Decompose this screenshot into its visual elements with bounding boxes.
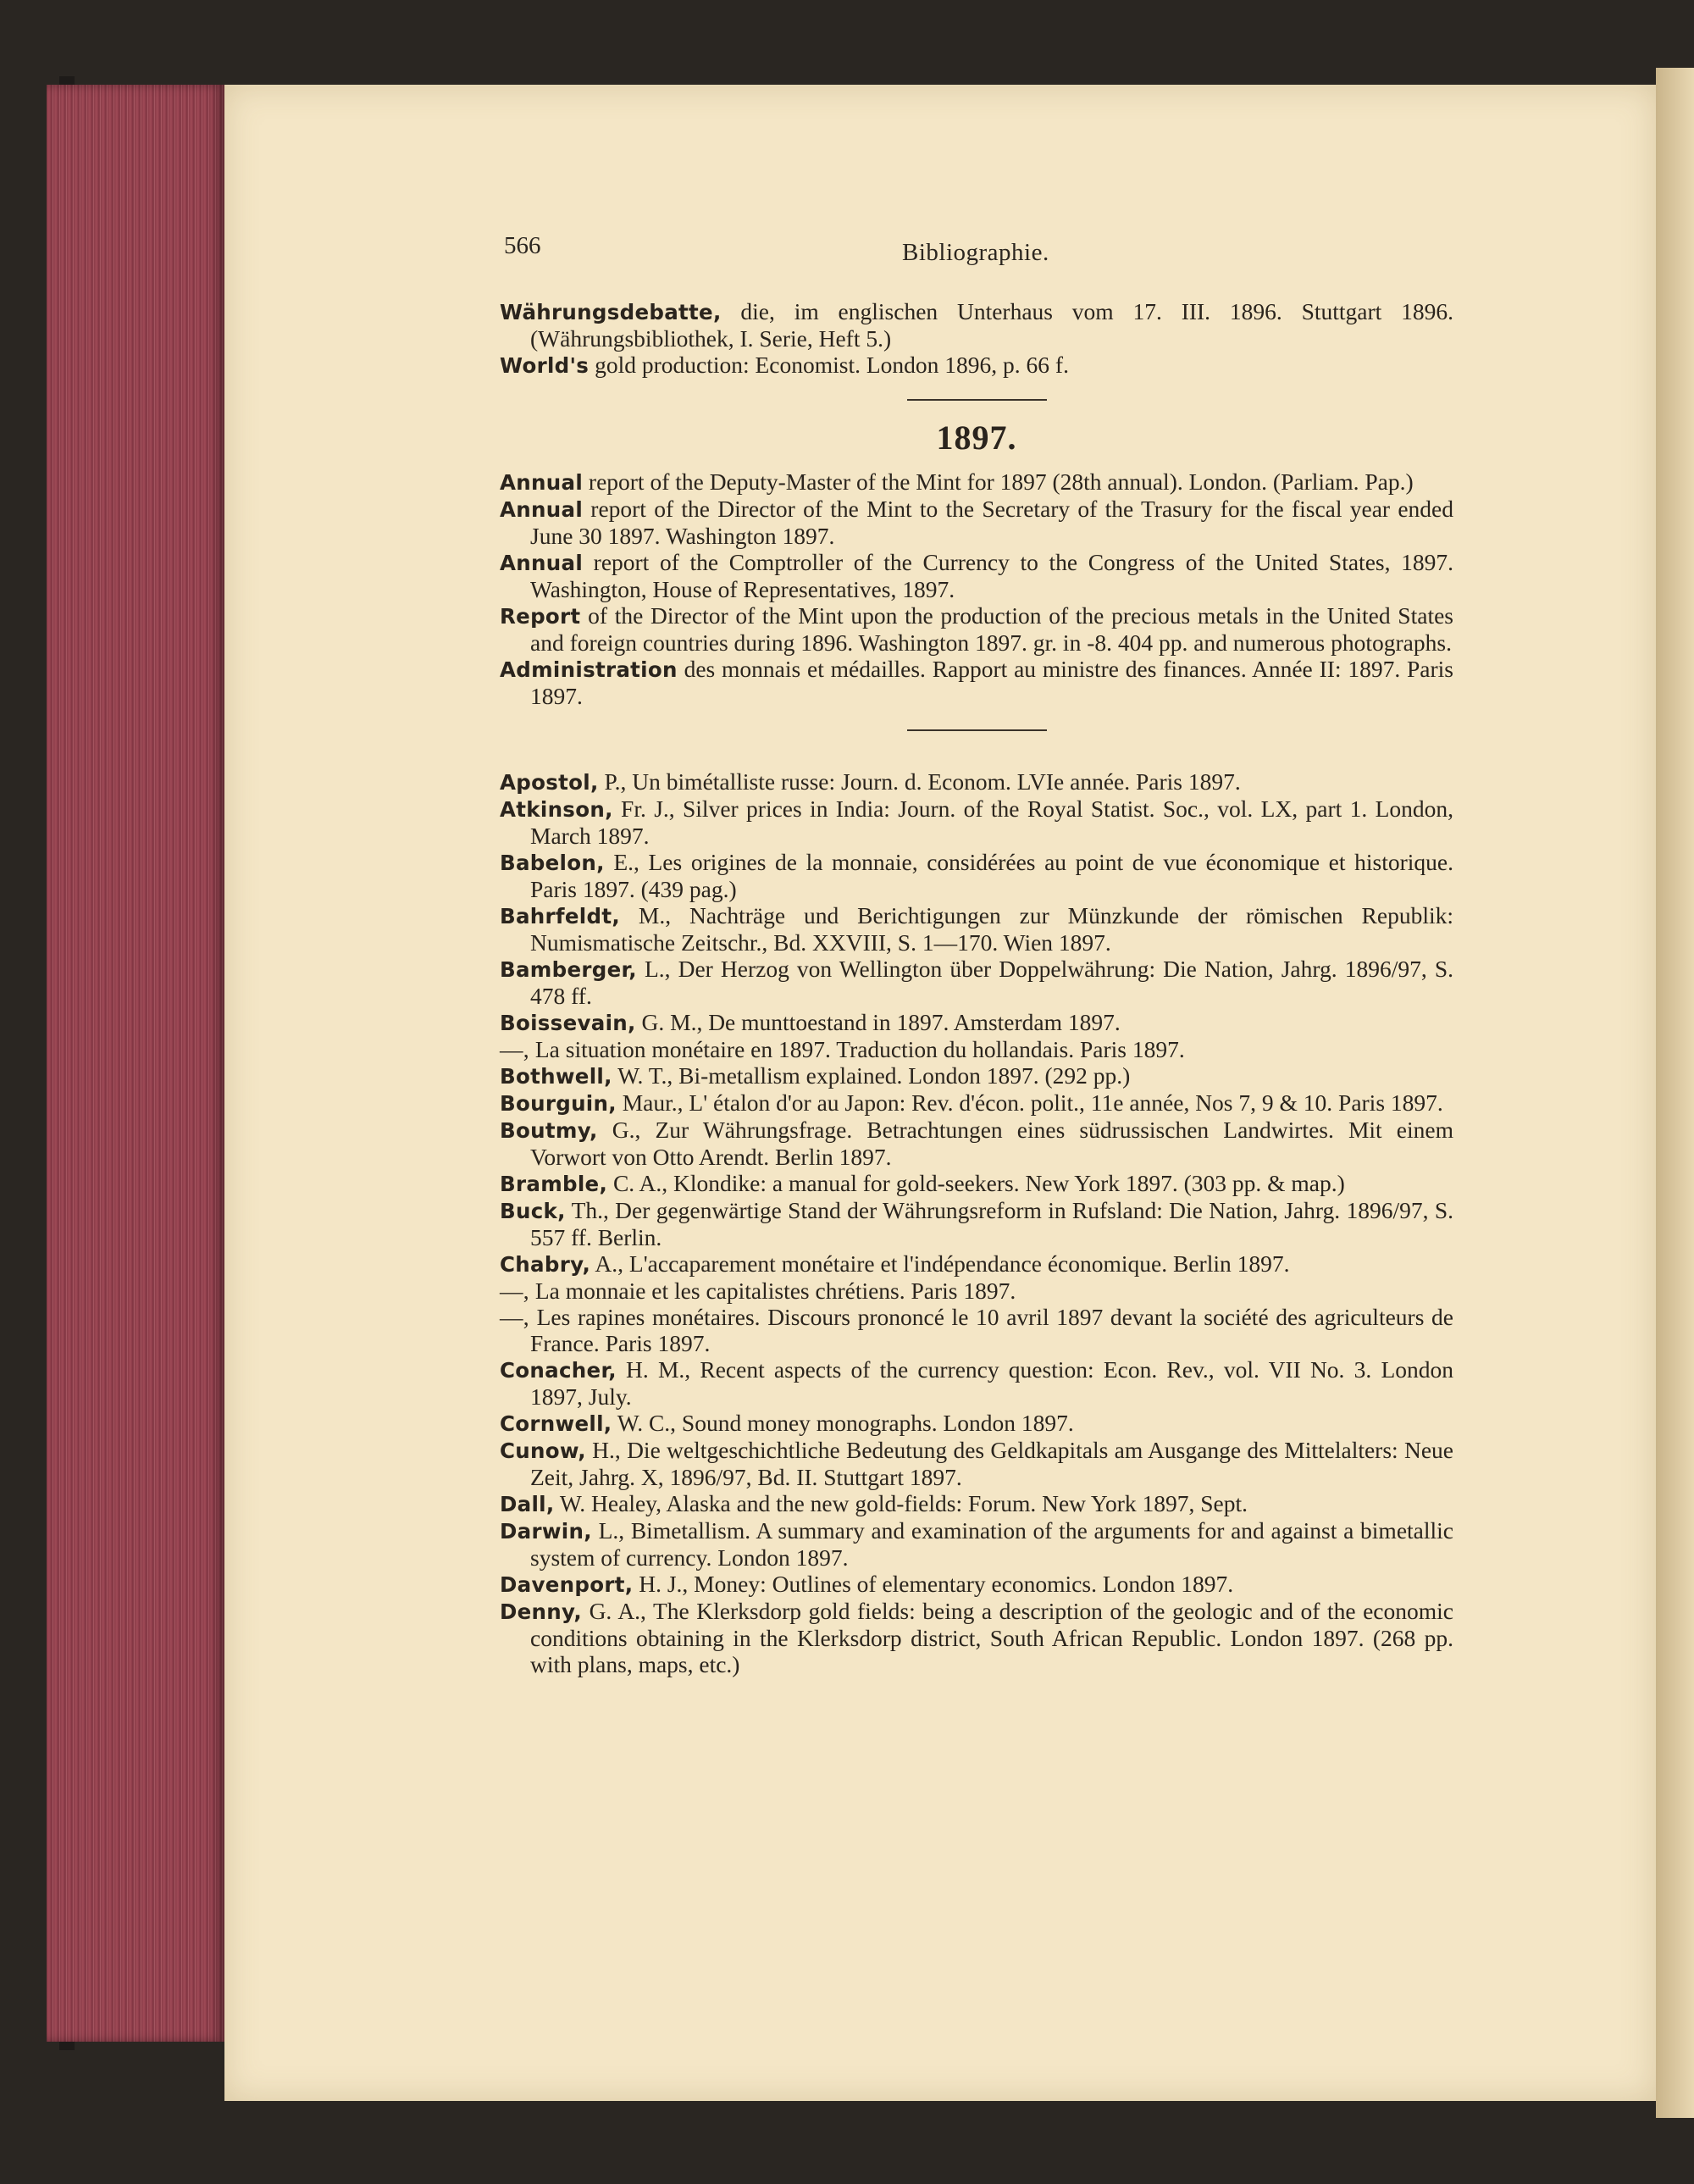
- page-edges: [47, 85, 224, 2042]
- entry-text: W. Healey, Alaska and the new gold-fields: Forum. New York 1897, Sept.: [554, 1490, 1248, 1516]
- year-heading: 1897.: [936, 419, 1017, 457]
- bibliography-entry: [500, 902, 1453, 956]
- bibliography-entry: [500, 1598, 1453, 1677]
- entry-heading: Bramble,: [500, 1172, 608, 1196]
- entry-heading: Annual: [500, 551, 584, 575]
- bibliography-entry: [500, 1197, 1453, 1250]
- author-entry-list: [500, 768, 1453, 1677]
- bibliography-entry: [500, 1062, 1453, 1089]
- entry-text: La situation monétaire en 1897. Traduction du hollandais. Paris 1897.: [529, 1036, 1185, 1062]
- entry-heading: —,: [500, 1278, 529, 1304]
- entry-heading: Babelon,: [500, 851, 605, 875]
- entry-heading: Buck,: [500, 1199, 566, 1223]
- entry-heading: —,: [500, 1036, 529, 1062]
- entry-heading: Apostol,: [500, 770, 599, 795]
- bibliography-entry: [500, 1278, 1453, 1304]
- entry-text: H. M., Recent aspects of the currency question: Econ. Rev., vol. VII No. 3. London 1897, July.: [530, 1356, 1453, 1410]
- bibliography-entry: [500, 352, 1453, 379]
- entry-heading: Darwin,: [500, 1519, 592, 1544]
- entry-heading: Chabry,: [500, 1252, 591, 1277]
- entry-heading: Conacher,: [500, 1358, 617, 1383]
- bibliography-entry: [500, 1517, 1453, 1571]
- bibliography-entry: [500, 956, 1453, 1009]
- bibliography-entry: [500, 768, 1453, 795]
- bibliography-entry: [500, 1036, 1453, 1062]
- entry-text: La monnaie et les capitalistes chrétiens. Paris 1897.: [529, 1278, 1016, 1304]
- bibliography-entry: [500, 1089, 1453, 1117]
- entry-heading: Administration: [500, 657, 678, 682]
- entry-text: P., Un bimétalliste russe: Journ. d. Econom. LVIe année. Paris 1897.: [598, 768, 1241, 795]
- entry-heading: Dall,: [500, 1492, 555, 1516]
- section-divider: [907, 399, 1047, 401]
- entry-heading: Boissevain,: [500, 1011, 636, 1035]
- entry-heading: World's: [500, 353, 590, 378]
- bibliography-entry: [500, 549, 1453, 602]
- official-entry-list: [500, 468, 1453, 709]
- entry-heading: Bamberger,: [500, 957, 637, 982]
- entry-text: L., Der Herzog von Wellington über Doppelwährung: Die Nation, Jahrg. 1896/97, S. 478 ff.: [530, 956, 1453, 1009]
- entry-heading: Boutmy,: [500, 1118, 598, 1143]
- entry-text: Fr. J., Silver prices in India: Journ. of the Royal Statist. Soc., vol. LX, part 1. London, March 1897.: [530, 795, 1453, 849]
- entry-heading: Währungsdebatte,: [500, 300, 722, 324]
- entry-text: die, im englischen Unterhaus vom 17. III. 1896. Stuttgart 1896. (Währungsbibliothek, I. Serie, Heft 5.): [530, 298, 1453, 352]
- entry-heading: Bourguin,: [500, 1091, 617, 1116]
- entry-text: report of the Deputy-Master of the Mint for 1897 (28th annual). London. (Parliam. Pap.): [583, 468, 1414, 495]
- entry-text: des monnais et médailles. Rapport au ministre des finances. Année II: 1897. Paris 1897.: [530, 656, 1453, 709]
- entry-heading: Atkinson,: [500, 797, 613, 822]
- entry-heading: Bahrfeldt,: [500, 904, 620, 928]
- bibliography-entry: [500, 1410, 1453, 1437]
- entry-heading: Cunow,: [500, 1438, 586, 1463]
- entry-text: report of the Director of the Mint to the Secretary of the Trasury for the fiscal year ended June 30 1897. Washington 1897.: [530, 496, 1453, 549]
- entry-text: report of the Comptroller of the Currency to the Congress of the United States, 1897. Washington, House of Representatives, 1897.: [530, 549, 1453, 602]
- entry-text: E., Les origines de la monnaie, considérées au point de vue économique et historique. Paris 1897. (439 pag.): [530, 849, 1453, 902]
- bibliography-entry: [500, 1304, 1453, 1356]
- bibliography-entry: [500, 602, 1453, 656]
- entry-heading: Report: [500, 604, 581, 629]
- bibliography-entry: [500, 1356, 1453, 1410]
- bibliography-entry: [500, 298, 1453, 352]
- entry-text: H. J., Money: Outlines of elementary economics. London 1897.: [633, 1571, 1234, 1597]
- entry-heading: Annual: [500, 497, 584, 522]
- bibliography-entry: [500, 468, 1453, 496]
- bibliography-entry: [500, 1009, 1453, 1036]
- bibliography-entry: [500, 1170, 1453, 1197]
- entry-text: G. M., De munttoestand in 1897. Amsterdam 1897.: [635, 1009, 1121, 1035]
- entry-text: W. T., Bi-metallism explained. London 1897. (292 pp.): [612, 1062, 1131, 1089]
- entry-text: gold production: Economist. London 1896, p. 66 f.: [589, 352, 1069, 378]
- entry-text: Les rapines monétaires. Discours prononcé le 10 avril 1897 devant la société des agriculteurs de France. Paris 1897.: [529, 1304, 1453, 1356]
- entry-heading: Davenport,: [500, 1572, 634, 1597]
- entry-heading: Cornwell,: [500, 1411, 612, 1436]
- entry-text: G. A., The Klerksdorp gold fields: being a description of the geologic and of the economic conditions obtaining in the Klerksdorp district, South African Republic. London 1897. (268 pp. with plans, maps, etc.): [530, 1598, 1453, 1677]
- entry-text: W. C., Sound money monographs. London 1897.: [612, 1410, 1074, 1436]
- entry-heading: Denny,: [500, 1599, 583, 1624]
- running-title: Bibliographie.: [902, 239, 1049, 266]
- facing-page-edge: [1656, 68, 1694, 2118]
- bibliography-entry: [500, 496, 1453, 549]
- entry-text: A., L'accaparement monétaire et l'indépendance économique. Berlin 1897.: [590, 1250, 1290, 1277]
- entry-text: G., Zur Währungsfrage. Betrachtungen eines südrussischen Landwirtes. Mit einem Vorwort von Otto Arendt. Berlin 1897.: [530, 1117, 1453, 1170]
- bibliography-entry: [500, 849, 1453, 902]
- page-number: 566: [504, 232, 541, 259]
- entry-text: L., Bimetallism. A summary and examination of the arguments for and against a bimetallic system of currency. London 1897.: [530, 1517, 1453, 1571]
- entry-text: C. A., Klondike: a manual for gold-seekers. New York 1897. (303 pp. & map.): [607, 1170, 1345, 1196]
- entry-text: Maur., L' étalon d'or au Japon: Rev. d'écon. polit., 11e année, Nos 7, 9 & 10. Paris 1897.: [616, 1089, 1443, 1116]
- page-header: [504, 232, 1453, 266]
- entry-text: M., Nachträge und Berichtigungen zur Münzkunde der römischen Republik: Numismatische Zeitschr., Bd. XXVIII, S. 1—170. Wien 1897.: [530, 902, 1453, 956]
- section-divider: [907, 729, 1047, 731]
- bibliography-content: [500, 298, 1453, 1677]
- entry-heading: Annual: [500, 470, 584, 495]
- entry-text: H., Die weltgeschichtliche Bedeutung des Geldkapitals am Ausgange des Mittelalters: Neue Zeit, Jahrg. X, 1896/97, Bd. II. Stuttgart 1897.: [530, 1437, 1453, 1490]
- entry-heading: —,: [500, 1304, 529, 1330]
- bibliography-entry: [500, 1117, 1453, 1170]
- entry-text: of the Director of the Mint upon the production of the precious metals in the United States and foreign countries during 1896. Washington 1897. gr. in -8. 404 pp. and numerous photographs.: [530, 602, 1453, 656]
- bibliography-entry: [500, 1490, 1453, 1517]
- intro-entry-list: [500, 298, 1453, 379]
- bibliography-entry: [500, 1437, 1453, 1490]
- bibliography-entry: [500, 795, 1453, 849]
- bibliography-entry: [500, 1571, 1453, 1598]
- entry-text: Th., Der gegenwärtige Stand der Währungsreform in Rufsland: Die Nation, Jahrg. 1896/97, S. 557 ff. Berlin.: [530, 1197, 1453, 1250]
- bibliography-entry: [500, 656, 1453, 709]
- entry-heading: Bothwell,: [500, 1064, 612, 1089]
- bibliography-entry: [500, 1250, 1453, 1278]
